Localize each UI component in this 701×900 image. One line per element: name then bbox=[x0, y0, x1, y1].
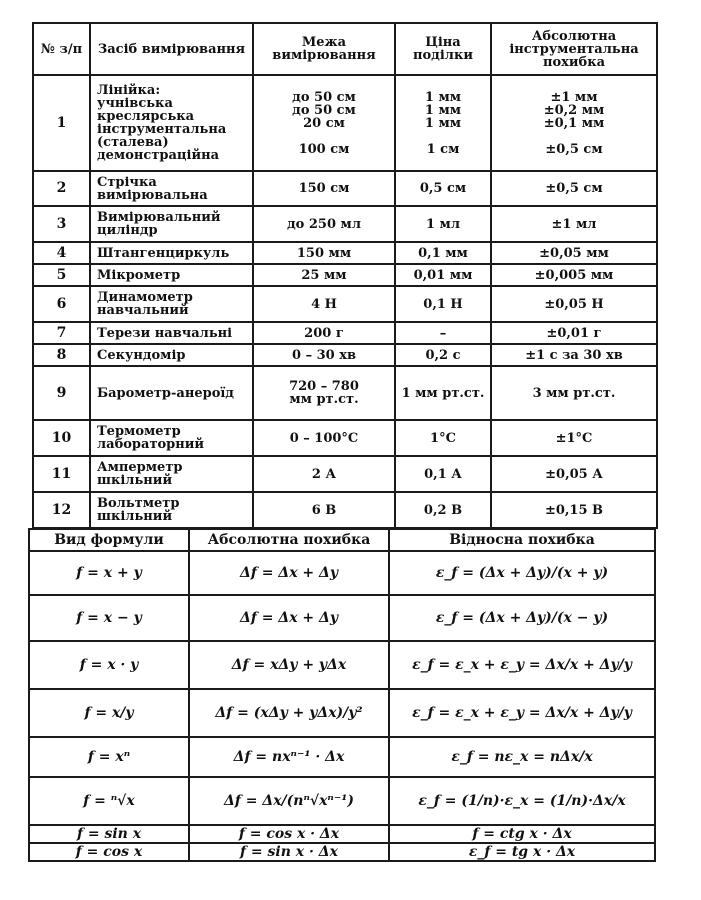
instrument-row bbox=[33, 456, 657, 492]
row-number: 4 bbox=[33, 242, 90, 264]
relative-error-formula: ε_f = ε_x + ε_y = Δx/x + Δy/y bbox=[389, 641, 655, 689]
division-value: 1 мл bbox=[395, 206, 491, 242]
header-rel-error: Відносна похибка bbox=[389, 529, 655, 551]
measure-range: 200 г bbox=[253, 322, 395, 344]
formula-type: f = x + y bbox=[29, 551, 189, 595]
absolute-error-formula: Δf = nxⁿ⁻¹ · Δx bbox=[189, 737, 389, 777]
instrument-row bbox=[33, 264, 657, 286]
relative-error-formula: ε_f = ε_x + ε_y = Δx/x + Δy/y bbox=[389, 689, 655, 737]
instrument-error: ±0,005 мм bbox=[491, 264, 657, 286]
formula-row bbox=[29, 737, 655, 777]
relative-error-formula: ε_f = (1/n)·ε_x = (1/n)·Δx/x bbox=[389, 777, 655, 825]
absolute-error-formula: Δf = Δx/(nⁿ√xⁿ⁻¹) bbox=[189, 777, 389, 825]
instrument-error: ±1°С bbox=[491, 420, 657, 456]
relative-error-formula: f = ctg x · Δx bbox=[389, 825, 655, 843]
relative-error-formula: ε_f = tg x · Δx bbox=[389, 843, 655, 861]
instrument-error: ±0,05 Н bbox=[491, 286, 657, 322]
division-value: 1 мм рт.ст. bbox=[395, 366, 491, 420]
measure-range: 4 Н bbox=[253, 286, 395, 322]
instrument-row bbox=[33, 492, 657, 528]
instrument-error: 3 мм рт.ст. bbox=[491, 366, 657, 420]
formula-row bbox=[29, 843, 655, 861]
absolute-error-formula: Δf = xΔy + yΔx bbox=[189, 641, 389, 689]
header-num: № з/п bbox=[33, 23, 90, 75]
instrument-name: Терези навчальні bbox=[90, 322, 253, 344]
instrument-row bbox=[33, 366, 657, 420]
measure-range: 720 – 780 мм рт.ст. bbox=[253, 366, 395, 420]
division-value: 0,1 Н bbox=[395, 286, 491, 322]
row-number: 3 bbox=[33, 206, 90, 242]
division-value: 0,1 А bbox=[395, 456, 491, 492]
formulas-table bbox=[28, 528, 656, 862]
division-value: 0,2 с bbox=[395, 344, 491, 366]
header-abs-error: Абсолютна похибка bbox=[189, 529, 389, 551]
row-number: 1 bbox=[33, 75, 90, 171]
relative-error-formula: ε_f = (Δx + Δy)/(x − y) bbox=[389, 595, 655, 641]
division-value: 1 мм 1 мм 1 мм 1 см bbox=[395, 75, 491, 171]
instrument-name: Барометр-анероїд bbox=[90, 366, 253, 420]
measure-range: 6 В bbox=[253, 492, 395, 528]
division-value: 0,01 мм bbox=[395, 264, 491, 286]
instrument-error: ±1 мл bbox=[491, 206, 657, 242]
row-number: 9 bbox=[33, 366, 90, 420]
measure-range: 0 – 30 хв bbox=[253, 344, 395, 366]
row-number: 11 bbox=[33, 456, 90, 492]
measure-range: 150 см bbox=[253, 171, 395, 206]
instrument-name: Мікрометр bbox=[90, 264, 253, 286]
instrument-row bbox=[33, 344, 657, 366]
instrument-name: Штангенциркуль bbox=[90, 242, 253, 264]
instrument-row bbox=[33, 75, 657, 171]
header-error: Абсолютна інструментальна похибка bbox=[491, 23, 657, 75]
division-value: 0,1 мм bbox=[395, 242, 491, 264]
division-value: 0,5 см bbox=[395, 171, 491, 206]
division-value: – bbox=[395, 322, 491, 344]
instrument-name: Вольтметр шкільний bbox=[90, 492, 253, 528]
row-number: 7 bbox=[33, 322, 90, 344]
instrument-row bbox=[33, 242, 657, 264]
instrument-row bbox=[33, 322, 657, 344]
formula-type: f = x/y bbox=[29, 689, 189, 737]
header-formula: Вид формули bbox=[29, 529, 189, 551]
formula-type: f = sin x bbox=[29, 825, 189, 843]
instruments-header-row bbox=[33, 23, 657, 75]
row-number: 5 bbox=[33, 264, 90, 286]
formula-row bbox=[29, 641, 655, 689]
absolute-error-formula: Δf = Δx + Δy bbox=[189, 595, 389, 641]
division-value: 0,2 В bbox=[395, 492, 491, 528]
instrument-error: ±1 мм ±0,2 мм ±0,1 мм ±0,5 см bbox=[491, 75, 657, 171]
measure-range: до 50 см до 50 см 20 см 100 см bbox=[253, 75, 395, 171]
instrument-name: Стрічка вимірювальна bbox=[90, 171, 253, 206]
row-number: 2 bbox=[33, 171, 90, 206]
measure-range: 0 – 100°С bbox=[253, 420, 395, 456]
formula-type: f = x − y bbox=[29, 595, 189, 641]
measure-range: 150 мм bbox=[253, 242, 395, 264]
absolute-error-formula: f = sin x · Δx bbox=[189, 843, 389, 861]
instrument-error: ±0,5 см bbox=[491, 171, 657, 206]
formula-type: f = ⁿ√x bbox=[29, 777, 189, 825]
row-number: 10 bbox=[33, 420, 90, 456]
instrument-error: ±0,05 А bbox=[491, 456, 657, 492]
formula-type: f = x · y bbox=[29, 641, 189, 689]
formulas-header-row bbox=[29, 529, 655, 551]
instrument-row bbox=[33, 206, 657, 242]
instrument-name: Секундомір bbox=[90, 344, 253, 366]
relative-error-formula: ε_f = nε_x = nΔx/x bbox=[389, 737, 655, 777]
division-value: 1°С bbox=[395, 420, 491, 456]
instrument-row bbox=[33, 286, 657, 322]
instrument-row bbox=[33, 171, 657, 206]
row-number: 6 bbox=[33, 286, 90, 322]
instrument-name: Лінійка: учнівська креслярська інструментальна (сталева) демонстраційна bbox=[90, 75, 253, 171]
instrument-error: ±0,01 г bbox=[491, 322, 657, 344]
instrument-error: ±0,05 мм bbox=[491, 242, 657, 264]
measure-range: 25 мм bbox=[253, 264, 395, 286]
absolute-error-formula: Δf = Δx + Δy bbox=[189, 551, 389, 595]
absolute-error-formula: Δf = (xΔy + yΔx)/y² bbox=[189, 689, 389, 737]
header-division: Ціна поділки bbox=[395, 23, 491, 75]
instrument-name: Амперметр шкільний bbox=[90, 456, 253, 492]
instrument-error: ±1 с за 30 хв bbox=[491, 344, 657, 366]
instrument-name: Динамометр навчальний bbox=[90, 286, 253, 322]
relative-error-formula: ε_f = (Δx + Δy)/(x + y) bbox=[389, 551, 655, 595]
formula-row bbox=[29, 777, 655, 825]
formula-row bbox=[29, 595, 655, 641]
instrument-name: Вимірювальний циліндр bbox=[90, 206, 253, 242]
instruments-table bbox=[32, 22, 658, 529]
measure-range: 2 А bbox=[253, 456, 395, 492]
row-number: 8 bbox=[33, 344, 90, 366]
formula-row bbox=[29, 689, 655, 737]
formula-type: f = cos x bbox=[29, 843, 189, 861]
instrument-row bbox=[33, 420, 657, 456]
instrument-error: ±0,15 В bbox=[491, 492, 657, 528]
instrument-name: Термометр лабораторний bbox=[90, 420, 253, 456]
formula-row bbox=[29, 825, 655, 843]
row-number: 12 bbox=[33, 492, 90, 528]
formula-type: f = xⁿ bbox=[29, 737, 189, 777]
header-range: Межа вимірювання bbox=[253, 23, 395, 75]
absolute-error-formula: f = cos x · Δx bbox=[189, 825, 389, 843]
header-instrument: Засіб вимірювання bbox=[90, 23, 253, 75]
measure-range: до 250 мл bbox=[253, 206, 395, 242]
formula-row bbox=[29, 551, 655, 595]
